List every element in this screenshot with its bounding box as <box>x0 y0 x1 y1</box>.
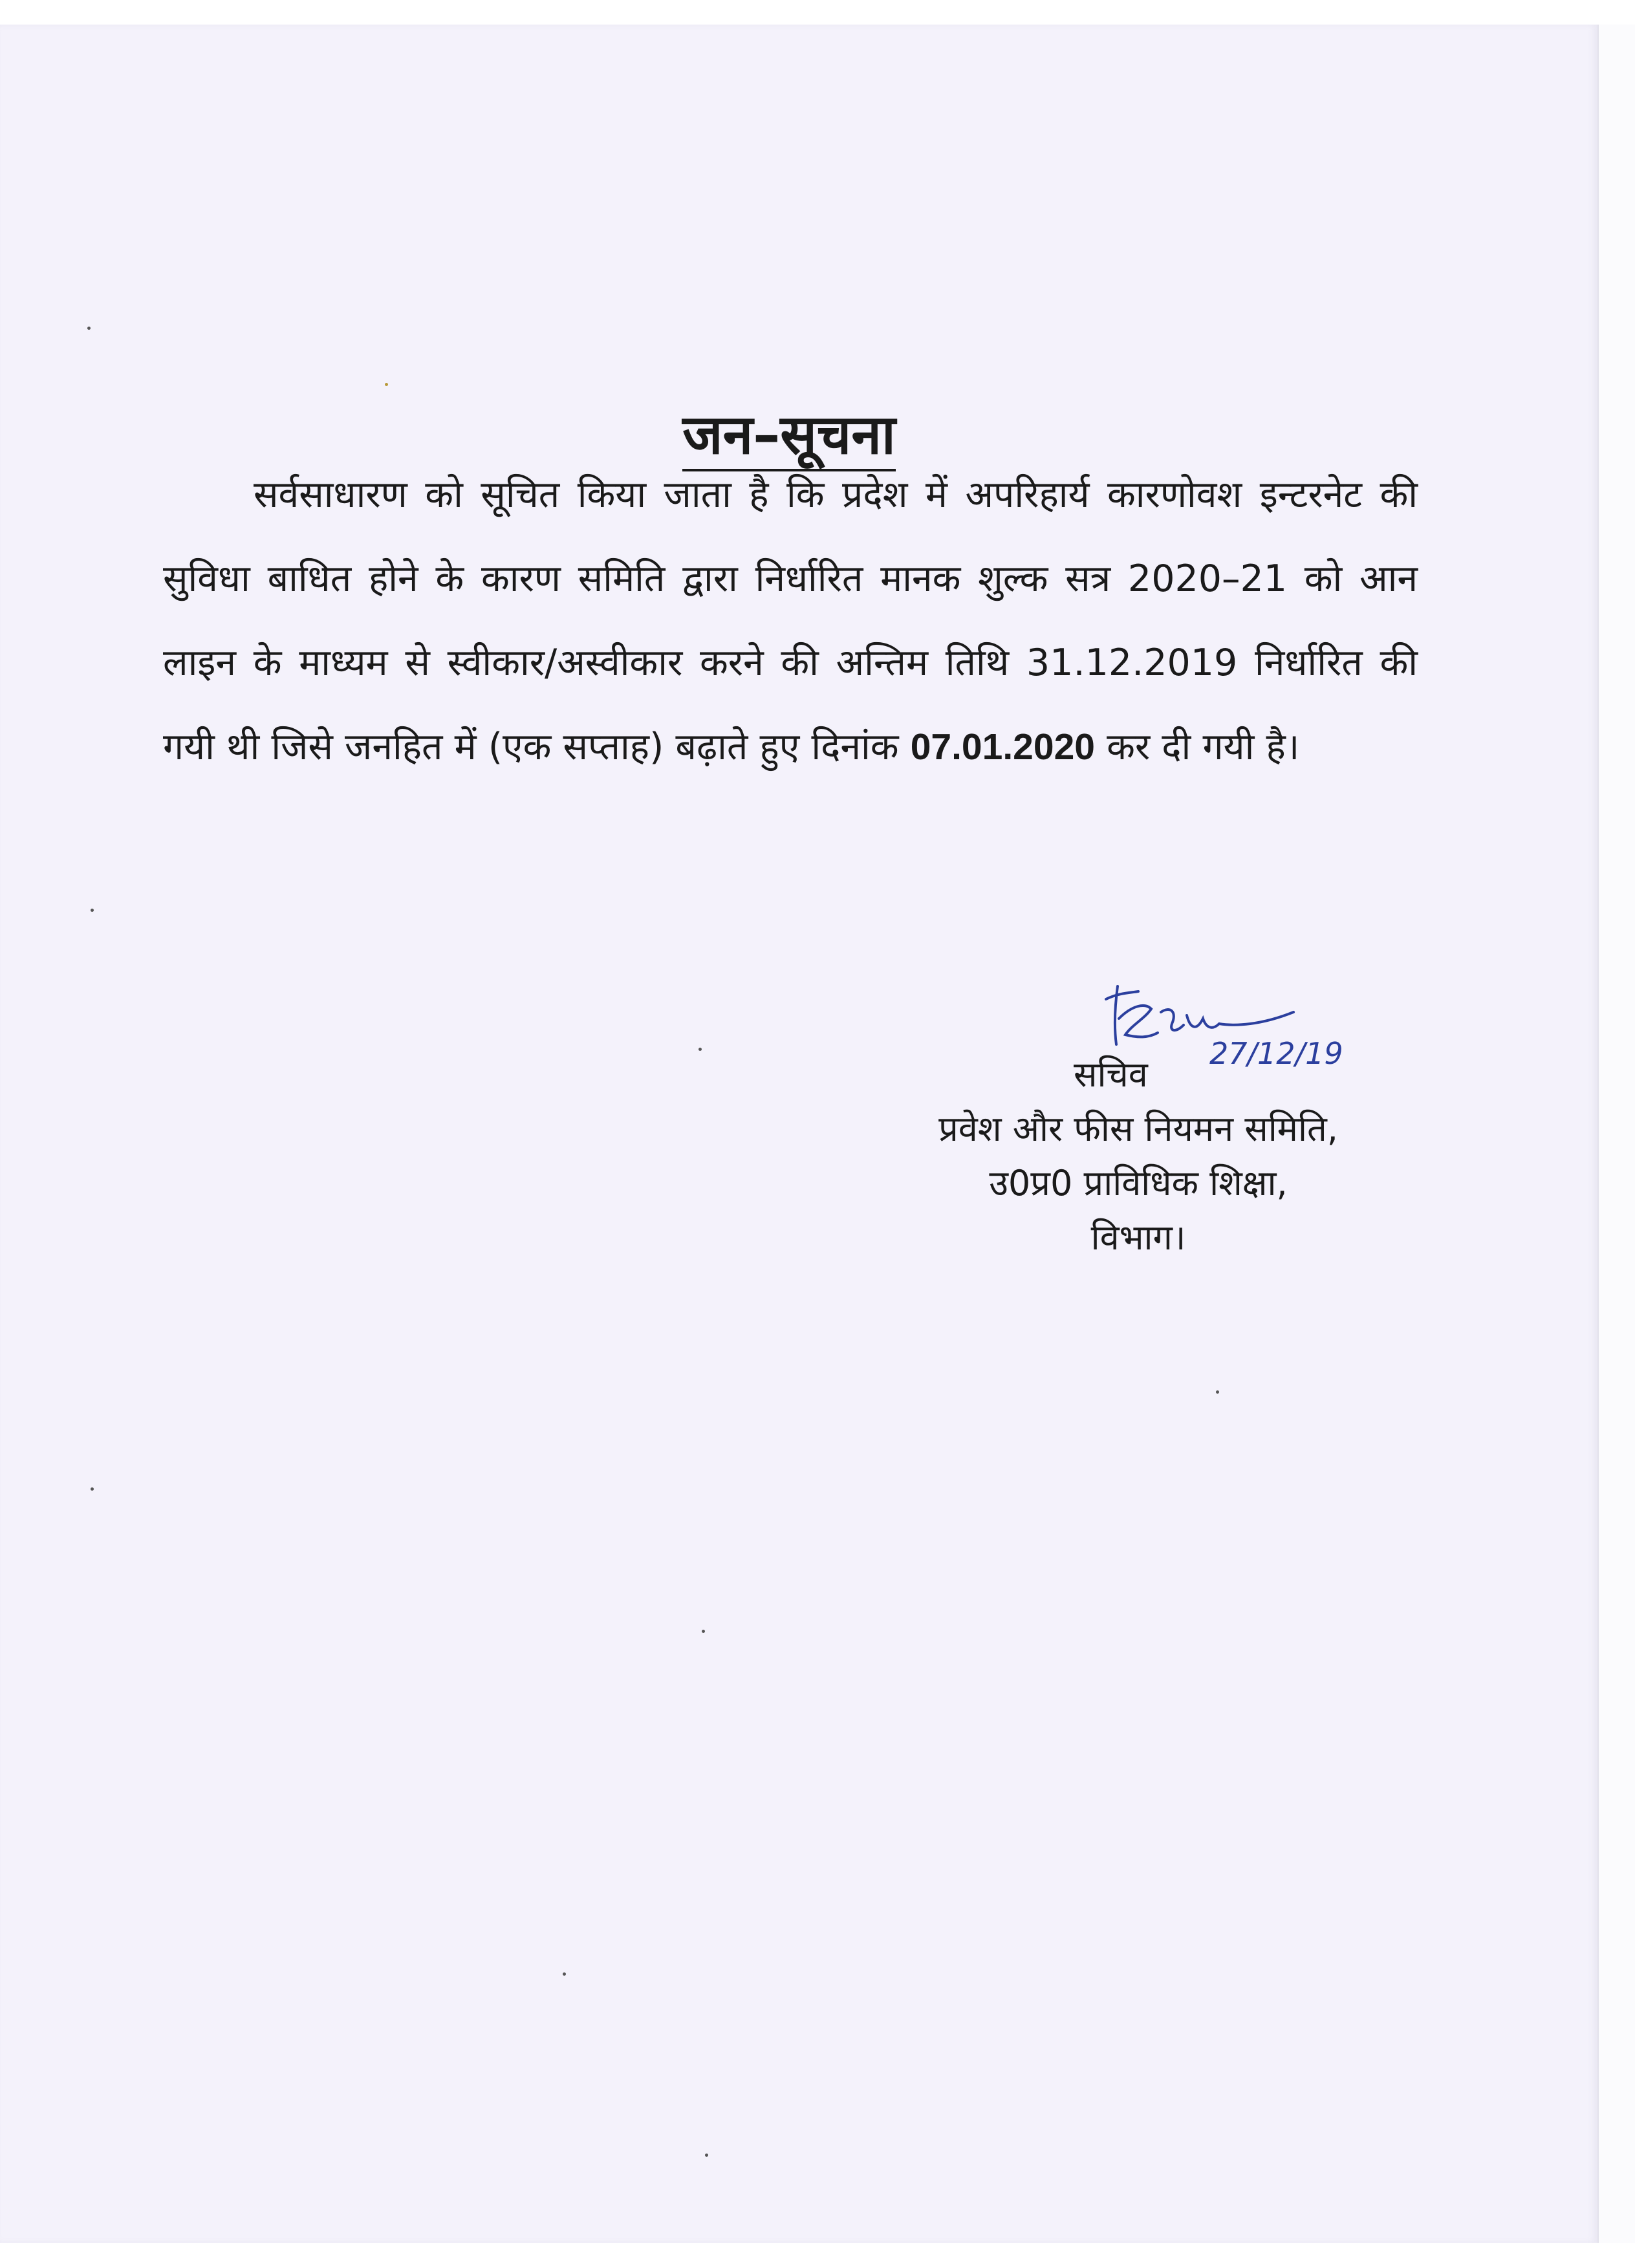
notice-body <box>163 453 1418 789</box>
extended-date: 07.01.2020 <box>910 726 1095 768</box>
committee-name: प्रवेश और फीस नियमन समिति, <box>938 1108 1338 1149</box>
scan-speck <box>1216 1390 1219 1394</box>
scan-border <box>0 2243 1635 2268</box>
notice-title-text: जन–सूचना <box>682 403 895 471</box>
signature-date: 27/12/19 <box>1209 1036 1343 1071</box>
scan-speck <box>563 1972 566 1976</box>
notice-body-part1: सर्वसाधारण को सूचित किया जाता है कि प्रदेश में अपरिहार्य कारणोवश इन्टरनेट की सुविधा बाधित होने के कारण समिति द्वारा निर्धारित मानक शुल्क सत्र 2020–21 को आन लाइन के माध्यम से स्वीकार/अस्वीकार करने की अन्तिम तिथि 31.12.2019 निर्धारित की गयी थी जिसे जनहित में (एक सप्ताह) बढ़ाते हुए दिनांक <box>163 473 1418 768</box>
signatory-block <box>815 1048 1462 1265</box>
notice-body-part2: कर दी गयी है। <box>1094 726 1300 768</box>
paper-edge <box>1597 25 1635 2243</box>
department-line-1: उ0प्र0 प्राविधिक शिक्षा, <box>989 1163 1288 1204</box>
department-line-2: विभाग। <box>1090 1217 1186 1258</box>
scan-speck <box>91 909 94 912</box>
scan-speck <box>705 2154 708 2157</box>
scan-speck <box>698 1048 702 1051</box>
scan-speck <box>91 1487 94 1491</box>
scan-speck <box>702 1630 705 1633</box>
designation: सचिव <box>1074 1054 1148 1095</box>
scan-speck <box>87 327 91 330</box>
scan-speck <box>385 383 388 386</box>
